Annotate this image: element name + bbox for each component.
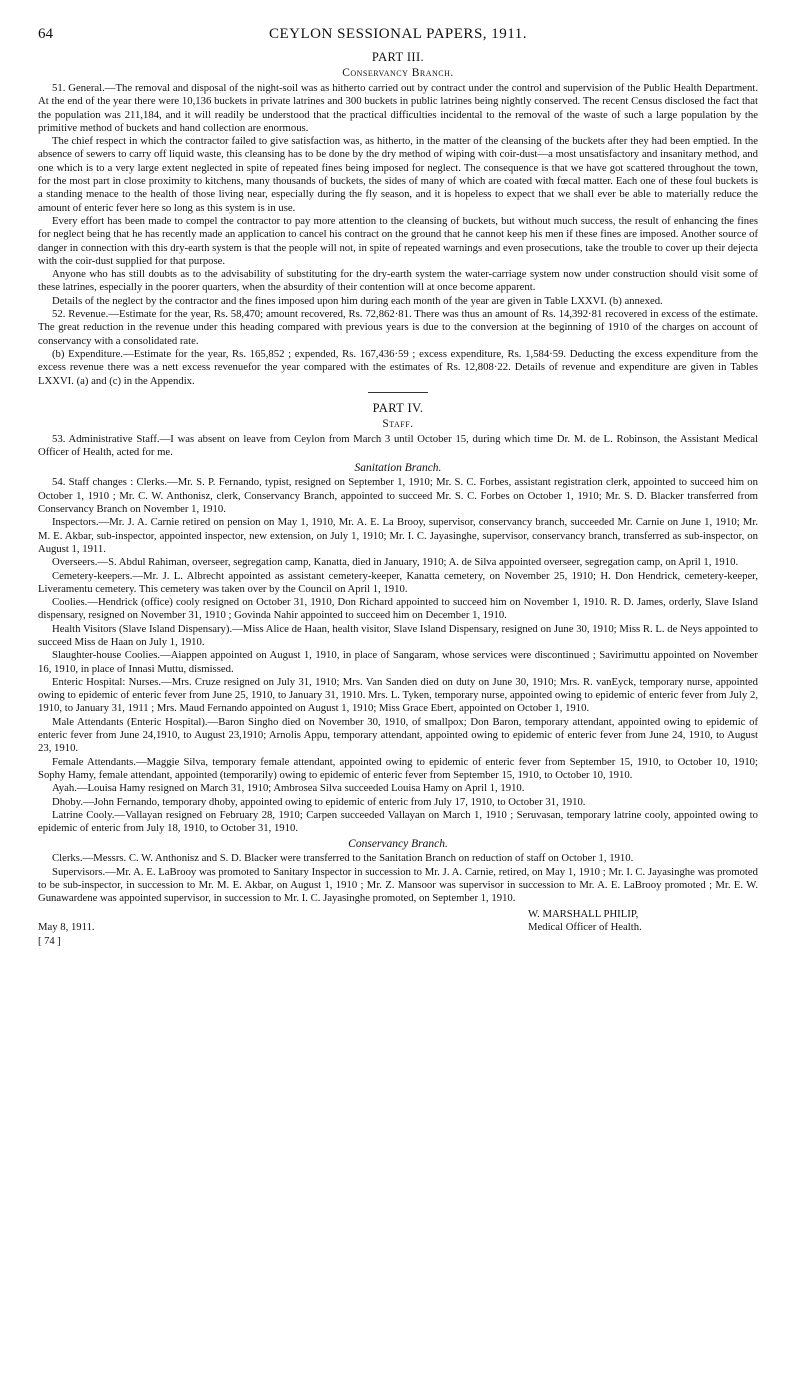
paragraph-expenditure: (b) Expenditure.—Estimate for the year, Rs. 165,852 ; expended, Rs. 167,436·59 ; excess expenditure, Rs. 1,584·59. Deducting the excess expenditure from the excess revenue there was a nett excess revenuefor the year compared with the estimates of Rs. 12,808·22. Details of revenue and expenditure are given in Tables LXXVI. (a) and (c) in the Appendix. <box>38 347 758 387</box>
paragraph: Supervisors.—Mr. A. E. LaBrooy was promoted to Sanitary Inspector in succession to Mr. J. A. Carnie, retired, on May 1, 1910 ; Mr. I. C. Jayasinghe was promoted to be sub-inspector, in succession to Mr. M. E. Akbar, on August 1, 1910 ; Mr. Z. Mansoor was supervisor in succession to Mr. A. E. LaBrooy promoted ; Mr. E. W. Gunawardene was appointed supervisor, in succession to Mr. I. C. Jayasinghe promoted, on September 1, 1910. <box>38 865 758 905</box>
page-number: 64 <box>38 26 53 42</box>
running-header <box>38 26 758 48</box>
part-iii-heading: PART III. <box>371 50 425 64</box>
sanitation-branch-heading: Sanitation Branch. <box>354 462 442 475</box>
paragraph-54: 54. Staff changes : Clerks.—Mr. S. P. Fernando, typist, resigned on September 1, 1910; Mr. S. C. Forbes, assistant registration clerk, appointed to succeed him on October 1, 1910 ; Mr. C. W. Anthonisz, clerk, Conservancy Branch, appointed to succeed Mr. S. C. Forbes on October 1, 1910; Mr. S. D. Blacker transferred from Conservancy Branch on November 1, 1910. <box>38 476 758 516</box>
signature-date: May 8, 1911. <box>38 920 95 933</box>
paragraph: Slaughter-house Coolies.—Aiappen appointed on August 1, 1910, in place of Sangaram, whose services were discontinued ; Savirimuttu appointed on November 16, 1910, in place of Innasi Muttu, dismissed. <box>38 649 758 675</box>
paragraph: Male Attendants (Enteric Hospital).—Baron Singho died on November 30, 1910, of smallpox; Don Baron, temporary attendant, appointed owing to epidemic of enteric fever from June 24,1910, to August 23,1910; Arnolis Appu, temporary attendant, appointed owing to epidemic of enteric fever from June 24, 1910, to August 23, 1910. <box>38 715 758 755</box>
conservancy-section-heading: Conservancy Branch. <box>342 67 454 79</box>
paragraph: Details of the neglect by the contractor and the fines imposed upon him during each month of the year are given in Table LXXVI. (b) annexed. <box>52 294 663 307</box>
paragraph: Inspectors.—Mr. J. A. Carnie retired on pension on May 1, 1910, Mr. A. E. La Brooy, supervisor, conservancy branch, succeeded Mr. Carnie on June 1, 1910; Mr. M. E. Akbar, sub-inspector, appointed inspector, new extension, on July 1, 1910; Mr. I. C. Jayasinghe, supervisor, conservancy branch, transferred as sub-inspector, on August 1, 1911. <box>38 516 758 555</box>
staff-section-heading: Staff. <box>382 417 414 430</box>
conservancy-branch-heading: Conservancy Branch. <box>348 838 448 851</box>
paragraph-53: 53. Administrative Staff.—I was absent on leave from Ceylon from March 3 until October 15, during which time Dr. M. de L. Robinson, the Assistant Medical Officer of Health, acted for me. <box>38 432 758 459</box>
signature-title: Medical Officer of Health. <box>528 920 642 933</box>
sheet-mark: [ 74 ] <box>38 935 61 947</box>
paragraph: Latrine Cooly.—Vallayan resigned on February 28, 1910; Carpen succeeded Vallayan on March 1, 1910 ; Seruvasan, temporary latrine cooly, appointed owing to epidemic of enteric from July 18, 1910, to October 31, 1910. <box>38 808 758 835</box>
paragraph: Enteric Hospital: Nurses.—Mrs. Cruze resigned on July 31, 1910; Mrs. Van Sanden died on duty on June 30, 1910; Mrs. R. vanEyck, temporary nurse, appointed owing to epidemic of enteric fever from June 25, 1910, to January 31, 1910. Mrs. L. Tyken, temporary nurse, appointed owing to epidemic of enteric fever from July 2, 1910, to January 31, 1911 ; Mrs. Maud Fernando appointed on August 1, 1910; Miss Grace Ebert, appointed on October 1, 1910. <box>38 675 758 715</box>
paragraph: Health Visitors (Slave Island Dispensary).—Miss Alice de Haan, health visitor, Slave Island Dispensary, resigned on June 30, 1910; Miss R. L. de Neys appointed to succeed Miss de Haan on July 1, 1910. <box>38 622 758 648</box>
signature-block <box>38 908 758 934</box>
paragraph: Dhoby.—John Fernando, temporary dhoby, appointed owing to epidemic of enteric from July 17, 1910, to October 31, 1910. <box>52 795 586 808</box>
paragraph: Overseers.—S. Abdul Rahiman, overseer, segregation camp, Kanatta, died in January, 1910; A. de Silva appointed overseer, segregation camp, on April 1, 1910. <box>52 556 739 569</box>
paragraph: Clerks.—Messrs. C. W. Anthonisz and S. D. Blacker were transferred to the Sanitation Branch on reduction of staff on October 1, 1910. <box>52 852 634 865</box>
paragraph: Coolies.—Hendrick (office) cooly resigned on October 31, 1910, Don Richard appointed to succeed him on November 1, 1910. R. D. James, orderly, Slave Island dispensary, resigned on November 31, 1910 ; Govinda Nahir appointed to succeed him on December 1, 1910. <box>38 596 758 622</box>
document-page <box>38 26 758 947</box>
part-iv-heading: PART IV. <box>372 400 424 415</box>
paragraph-51: 51. General.—The removal and disposal of the night-soil was as hitherto carried out by contract under the control and supervision of the Public Health Department. At the end of the year there were 10,136 buckets in private latrines and 300 buckets in public latrines being nightly conserved. The recent Census disclosed the fact that the population was 211,184, and it will readily be understood that the practical difficulties incidental to the removal of the waste of such a large population by the primitive method of buckets and hand collection are enormous. <box>38 82 758 134</box>
running-title: CEYLON SESSIONAL PAPERS, 1911. <box>269 26 527 42</box>
signature-name: W. MARSHALL PHILIP, <box>528 907 639 920</box>
paragraph: Female Attendants.—Maggie Silva, temporary female attendant, appointed owing to epidemic of enteric fever from September 15, 1910, to October 10, 1910; Sophy Hamy, female attendant, appointed (temporarily) owing to epidemic of enteric fever from September 15, 1910, to October 10, 1910. <box>38 755 758 781</box>
paragraph: Cemetery-keepers.—Mr. J. L. Albrecht appointed as assistant cemetery-keeper, Kanatta cemetery, on November 25, 1910; H. Don Hendrick, cemetery-keeper, Liveramentu cemetery. This cemetery was taken over by the Council on April 1, 1910. <box>38 569 758 595</box>
paragraph: The chief respect in which the contractor failed to give satisfaction was, as hitherto, in the matter of the cleansing of the buckets after they had been emptied. In the absence of sewers to carry off liquid waste, this cleansing has to be done by the dry method of wiping with coir-dust—a most unsatisfactory and insanitary method, and one which is to a very large extent neglected in spite of repeated fines being imposed for neglect. The consequence is that we have got scattered throughout the town, for the most part in close proximity to kitchens, many thousands of buckets, the sides of many of which are coated with fœcal matter. Each one of these foul buckets is a standing menace to the health of those living near, especially during the fly season, and it is hopeless to expect that we shall ever be able to materially reduce the amount of enteric fever here so long as this system is in use. <box>38 135 758 214</box>
paragraph: Every effort has been made to compel the contractor to pay more attention to the cleansing of buckets, but without much success, the result of enhancing the fines for neglect being that he has recently made an application to cancel his contract on the ground that he cannot keep his men if these fines are imposed. Another source of danger in connection with this dry-earth system is that the people will not, in spite of repeated warnings and even prosecutions, take the trouble to cover up their dejecta with the coir-dust supplied for that purpose. <box>38 214 758 267</box>
section-divider <box>368 392 428 393</box>
paragraph: Anyone who has still doubts as to the advisability of substituting for the dry-earth system the water-carriage system now under construction should visit some of these latrines, especially in the poorer quarters, when the absurdity of their contention will at once become apparent. <box>38 268 758 294</box>
paragraph-52: 52. Revenue.—Estimate for the year, Rs. 58,470; amount recovered, Rs. 72,862·81. There was thus an amount of Rs. 14,392·81 recovered in excess of the estimate. The great reduction in the revenue under this heading compared with previous years is due to the conversion at the beginning of 1910 of the charges on account of conservancy with a consolidated rate. <box>38 308 758 347</box>
paragraph: Ayah.—Louisa Hamy resigned on March 31, 1910; Ambrosea Silva succeeded Louisa Hamy on April 1, 1910. <box>52 782 525 795</box>
